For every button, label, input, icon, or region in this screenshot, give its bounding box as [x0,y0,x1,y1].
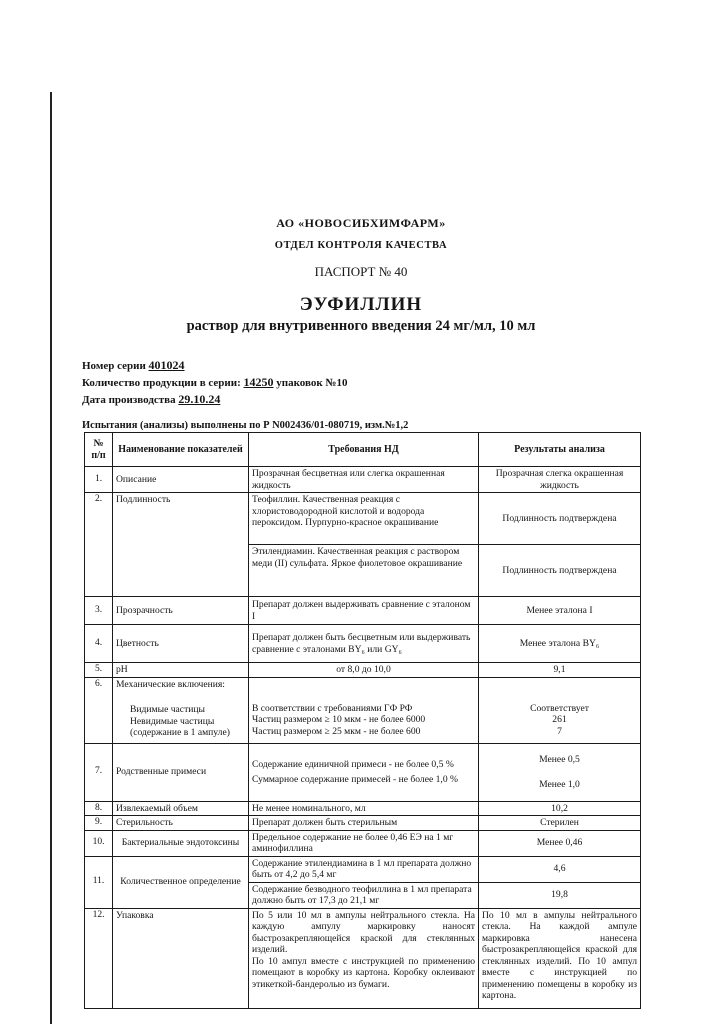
table-row [85,830,641,856]
row-result: Менее эталона I [479,597,641,625]
row-requirement: Содержание этилендиамина в 1 мл препарата должно быть от 4,2 до 5,4 мг [249,856,479,882]
row-requirement: от 8,0 до 10,0 [249,663,479,678]
table-row [85,625,641,663]
row-result: Подлинность подтверждена [479,493,641,545]
res-total-impurities: Менее 1,0 [539,779,580,790]
header-results: Результаты анализа [479,433,641,467]
row-name: Бактериальные эндотоксины [113,830,249,856]
row-num: 6. [85,677,113,743]
req-visible: В соответствии с требованиями ГФ РФ [252,702,413,714]
passport-number: ПАСПОРТ № 40 [314,264,408,279]
mech-inclusions-label: Механические включения: [116,678,225,690]
row-requirement: Не менее номинального, мл [249,801,479,816]
table-row [85,597,641,625]
quantity-suffix: упаковок №10 [276,377,348,389]
row-requirement: Препарат должен быть бесцветным или выдерживать сравнение с эталонами BY₆ или GY₆ [249,625,479,663]
quantity-label: Количество продукции в серии: [82,377,241,389]
row-name: Прозрачность [113,597,249,625]
row-result: 9,1 [479,663,641,678]
visible-particles-label: Видимые частицы [130,704,205,715]
table-row [85,677,641,743]
res-visible: Соответствует [530,702,589,714]
res-single-impurity: Менее 0,5 [539,753,580,765]
row-num: 4. [85,625,113,663]
drug-form: раствор для внутривенного введения 24 мг/мл, 10 мл [186,318,536,334]
table-row [85,663,641,678]
department-name: ОТДЕЛ КОНТРОЛЯ КАЧЕСТВА [274,240,448,251]
row-num: 1. [85,467,113,493]
table-row [85,856,641,882]
row-num: 11. [85,856,113,908]
invisible-particles-label: Невидимые частицы (содержание в 1 ампуле) [130,715,230,738]
table-row [85,493,641,545]
quantity-line [82,375,348,390]
analysis-table [84,432,641,1009]
row-name: pH [113,663,249,678]
row-result: Подлинность подтверждена [479,545,641,597]
row-result: Стерилен [479,816,641,831]
row-requirement: Прозрачная бесцветная или слегка окрашенная жидкость [249,467,479,493]
row-requirement: Препарат должен выдерживать сравнение с эталоном I [249,597,479,625]
row-num: 8. [85,801,113,816]
table-row [85,816,641,831]
row-name: Описание [113,467,249,493]
series-value: 401024 [148,358,185,372]
req-total-impurities: Суммарное содержание примесей - не более 1,0 % [252,774,459,785]
date-line [82,392,220,407]
row-requirement: Предельное содержание не более 0,46 ЕЭ на 1 мг аминофиллина [249,830,479,856]
row-name: Стерильность [113,816,249,831]
row-result [479,677,641,743]
row-result: 4,6 [479,856,641,882]
req-packaging-box: По 10 ампул вместе с инструкцией по применению помещают в коробку из картона. Коробку оклеивают этикеткой-бандеролью из бумаги. [252,955,475,990]
tests-line: Испытания (анализы) выполнены по Р N002436/01-080719, изм.№1,2 [82,420,409,431]
row-num: 12. [85,908,113,1008]
row-result [479,743,641,801]
req-25um: Частиц размером ≥ 25 мкм - не более 600 [252,725,421,737]
req-packaging-ampoules: По 5 или 10 мл в ампулы нейтрального стекла. На каждую ампулу маркировку наносят быстрозакрепляющейся краской для стеклянных изделий. [252,909,475,955]
row-name: Извлекаемый объем [113,801,249,816]
table-row [85,801,641,816]
organization-name: АО «НОВОСИБХИМФАРМ» [276,216,446,230]
row-result: Менее эталона BY₆ [479,625,641,663]
row-num: 9. [85,816,113,831]
row-result: Менее 0,46 [479,830,641,856]
row-requirement: Теофиллин. Качественная реакция с хлористоводородной кислотой и водорода пероксидом. Пурпурно-красное окрашивание [249,493,479,545]
res-10um: 261 [552,714,567,725]
row-result: 19,8 [479,882,641,908]
row-result: 10,2 [479,801,641,816]
date-label: Дата производства [82,394,176,406]
row-requirement [249,908,479,1008]
row-requirement: Содержание безводного теофиллина в 1 мл препарата должно быть от 17,3 до 21,1 мг [249,882,479,908]
req-single-impurity: Содержание единичной примеси - не более 0,5 % [252,758,454,770]
header-num: № п/п [85,433,113,467]
scan-margin-line [50,92,52,1024]
row-requirement: Препарат должен быть стерильным [249,816,479,831]
table-row [85,467,641,493]
row-requirement: Этилендиамин. Качественная реакция с раствором меди (II) сульфата. Яркое фиолетовое окрашивание [249,545,479,597]
table-header-row [85,433,641,467]
row-requirement [249,677,479,743]
req-10um: Частиц размером ≥ 10 мкм - не более 6000 [252,714,426,725]
row-requirement [249,743,479,801]
row-name: Цветность [113,625,249,663]
row-num: 7. [85,743,113,801]
row-name [113,677,249,743]
series-line [82,358,185,373]
row-name: Родственные примеси [113,743,249,801]
row-name: Подлинность [113,493,249,597]
res-25um: 7 [557,725,562,737]
row-num: 3. [85,597,113,625]
table-row [85,908,641,1008]
row-num: 5. [85,663,113,678]
row-num: 10. [85,830,113,856]
row-num: 2. [85,493,113,597]
row-result: Прозрачная слегка окрашенная жидкость [479,467,641,493]
series-label: Номер серии [82,360,146,372]
row-result: По 10 мл в ампулы нейтрального стекла. На каждой ампуле маркировка нанесена быстрозакрепляющейся краской для стеклянных изделий. По 10 ампул вместе с инструкцией по применению помещены в коробку из картона. [479,908,641,1008]
row-name: Упаковка [113,908,249,1008]
quantity-value: 14250 [243,375,274,389]
date-value: 29.10.24 [178,392,221,406]
drug-name: ЭУФИЛЛИН [299,294,423,315]
row-name: Количественное определение [113,856,249,908]
table-row [85,743,641,801]
header-name: Наименование показателей [113,433,249,467]
header-requirements: Требования НД [249,433,479,467]
